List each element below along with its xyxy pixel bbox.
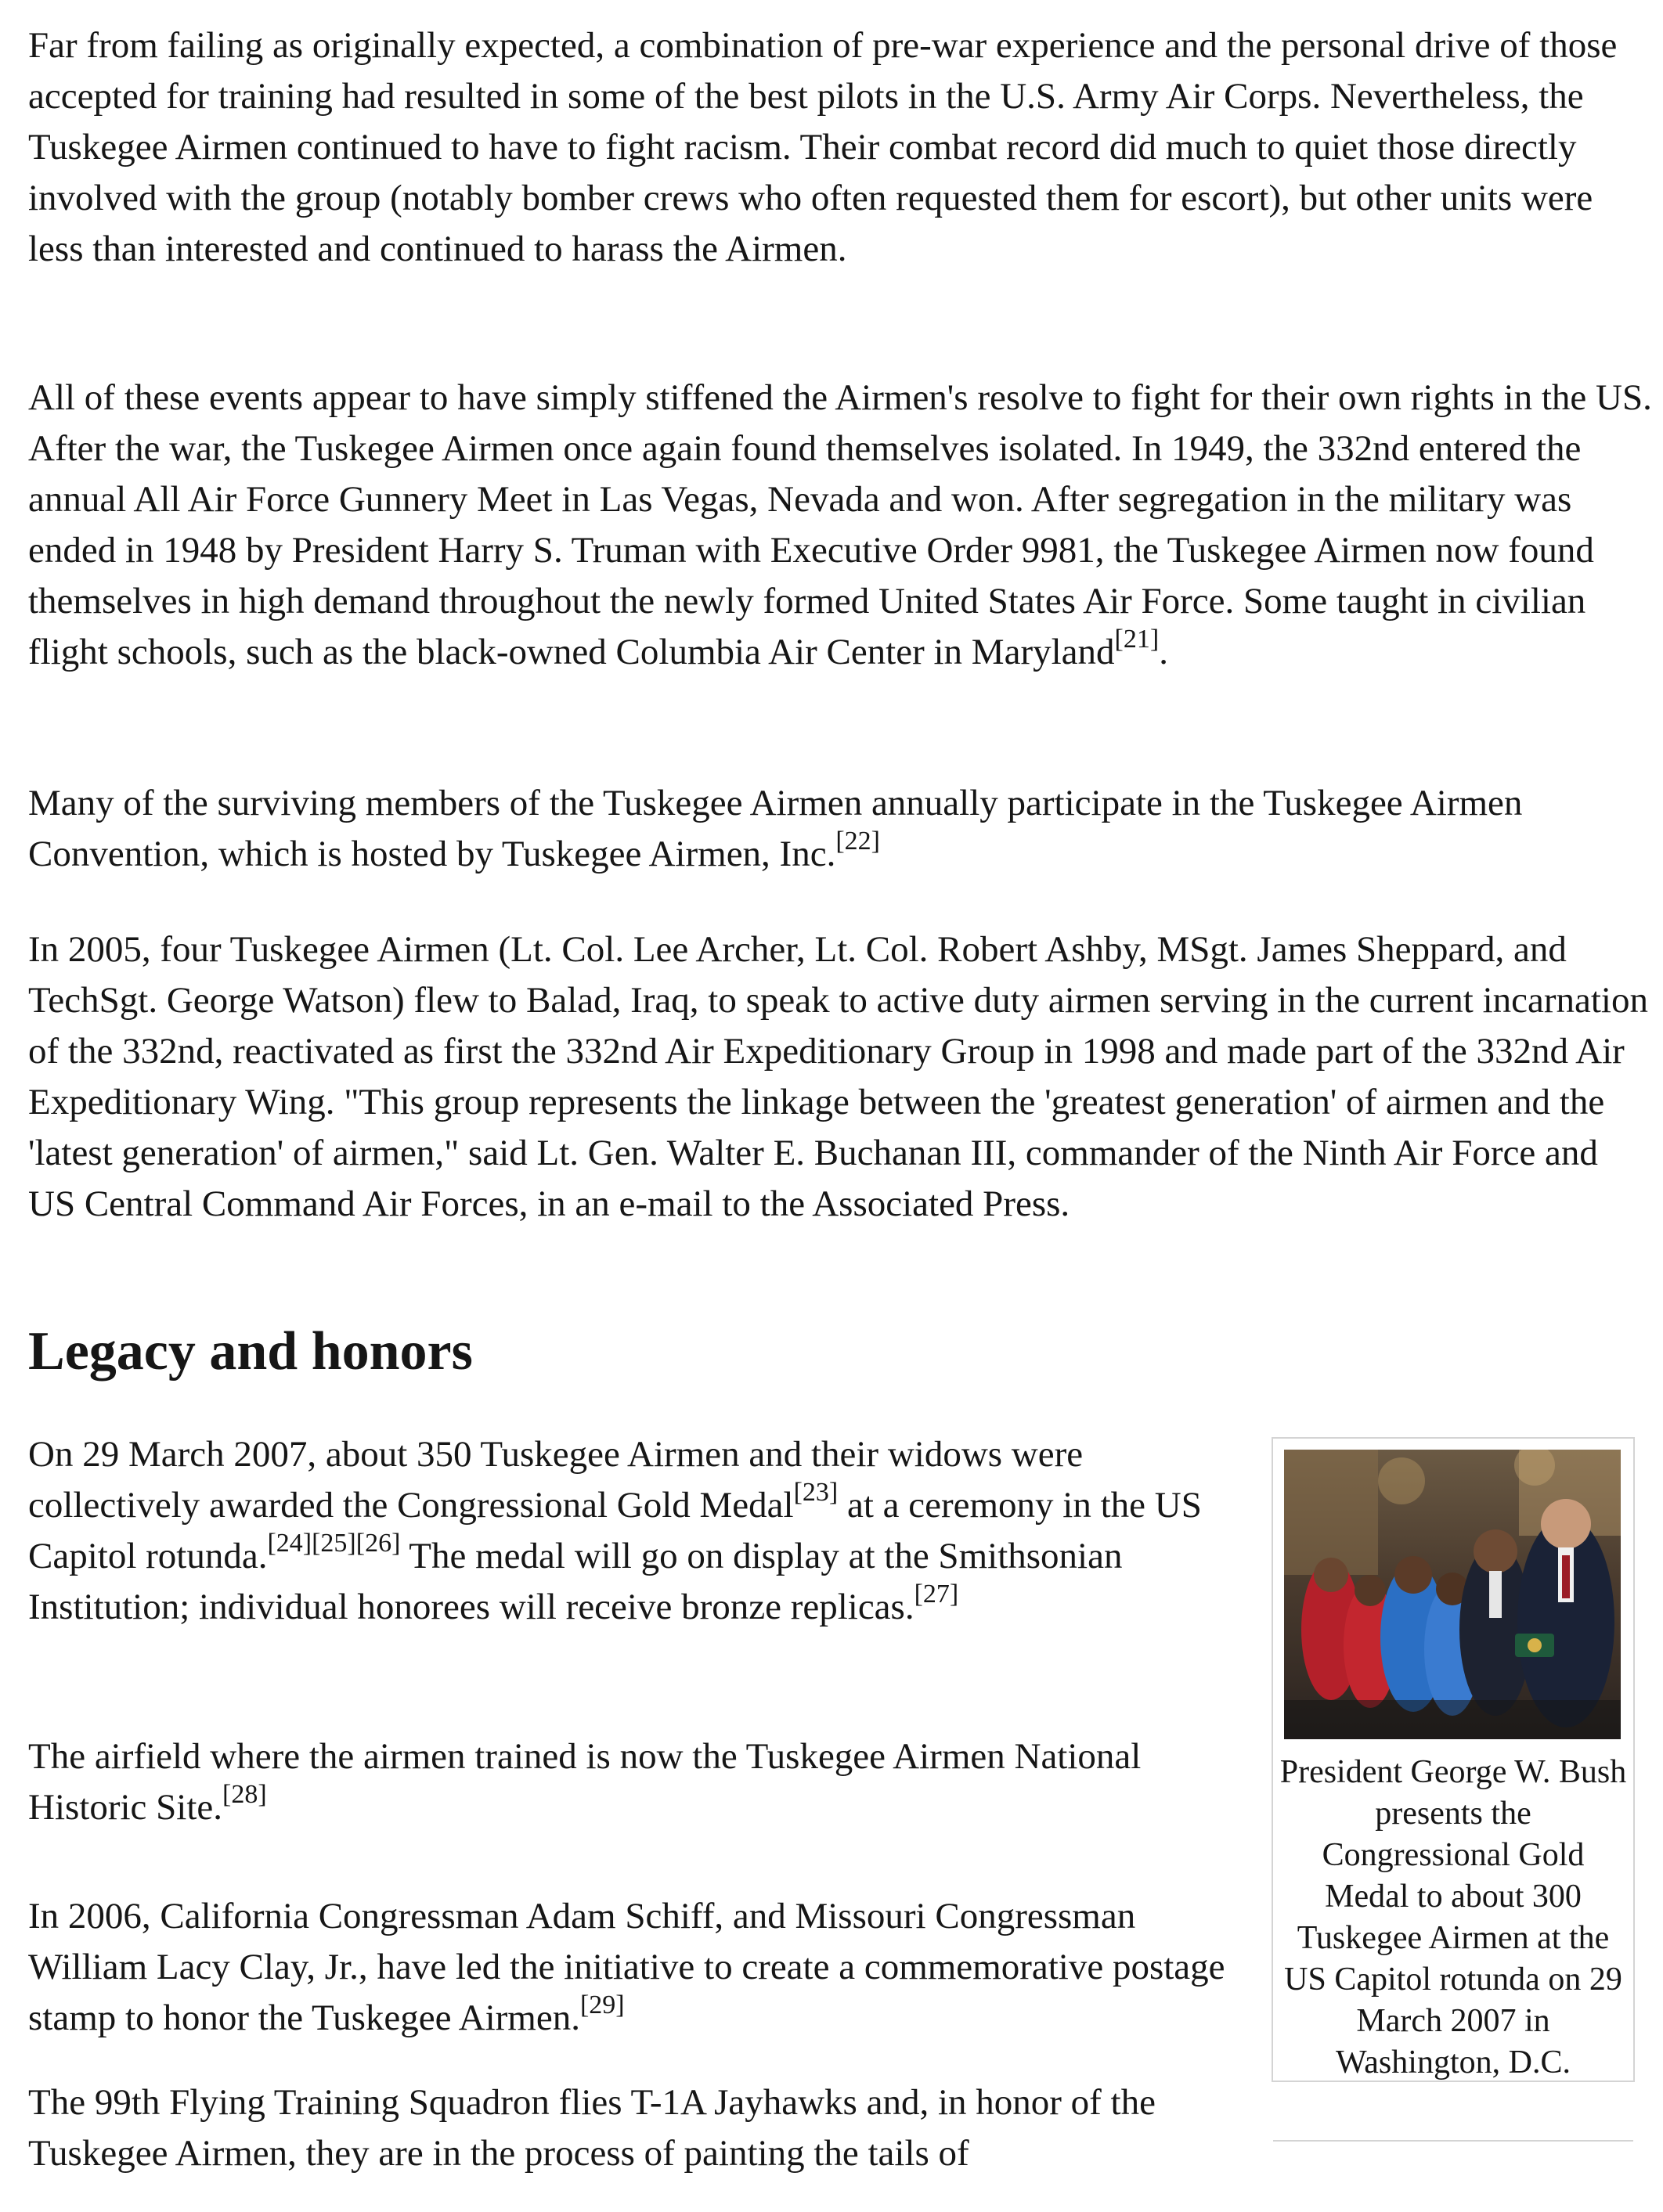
paragraph-after-war bbox=[28, 373, 1654, 678]
paragraph-text: The 99th Flying Training Squadron flies T-1A Jayhawks and, in honor of the Tuskegee Airmen, they are in the process of painting the tails of bbox=[28, 2082, 1156, 2174]
citation-link[interactable]: [21] bbox=[1114, 625, 1160, 654]
paragraph-text: at a ceremony in the US Capitol rotunda. bbox=[28, 1485, 1202, 1576]
figure-thumbnail bbox=[1272, 1437, 1635, 2082]
paragraph-text: The airfield where the airmen trained is now the Tuskegee Airmen National Historic Site. bbox=[28, 1736, 1142, 1828]
paragraph-text: On 29 March 2007, about 350 Tuskegee Airmen and their widows were collectively awarded the Congressional Gold Medal bbox=[28, 1434, 1084, 1526]
citation-link[interactable]: [29] bbox=[579, 1990, 625, 2020]
ceremony-photo[interactable] bbox=[1284, 1450, 1621, 1739]
paragraph-text: All of these events appear to have simply stiffened the Airmen's resolve to fight for their own rights in the US. After the war, the Tuskegee Airmen once again found themselves isolated. In 1949, the 332nd entered the annual All Air Force Gunnery Meet in Las Vegas, Nevada and won. After segregation in the military was ended in 1948 by President Harry S. Truman with Executive Order 9981, the Tuskegee Airmen now found themselves in high demand throughout the newly formed United States Air Force. Some taught in civilian flight schools, such as the black-owned Columbia Air Center in Maryland bbox=[28, 377, 1652, 672]
citation-link[interactable]: [23] bbox=[793, 1478, 839, 1508]
citation-link[interactable]: [24][25][26] bbox=[267, 1529, 401, 1558]
paragraph-historic-site bbox=[28, 1731, 1234, 1833]
paragraph-postage-stamp bbox=[28, 1891, 1234, 2044]
paragraph-text: In 2006, California Congressman Adam Schiff, and Missouri Congressman William Lacy Clay, Jr., have led the initiative to create a commemorative postage stamp to honor the Tuskegee Airmen. bbox=[28, 1896, 1225, 2038]
paragraph-flying-squadron bbox=[28, 2077, 1234, 2179]
paragraph-text: The medal will go on display at the Smithsonian Institution; individual honorees will receive bronze replicas. bbox=[28, 1536, 1123, 1627]
ceremony-photo-image bbox=[1284, 1450, 1621, 1739]
paragraph-text: . bbox=[1159, 632, 1168, 672]
paragraph-convention bbox=[28, 778, 1654, 880]
next-figure-border bbox=[1273, 2140, 1633, 2212]
citation-link[interactable]: [27] bbox=[914, 1580, 959, 1609]
paragraph-text: In 2005, four Tuskegee Airmen (Lt. Col. Lee Archer, Lt. Col. Robert Ashby, MSgt. James Sheppard, and TechSgt. George Watson) flew to Balad, Iraq, to speak to active duty airmen serving in the current incarnation of the 332nd, reactivated as first the 332nd Air Expeditionary Group in 1998 and made part of the 332nd Air Expeditionary Wing. "This group represents the linkage between the 'greatest generation' of airmen and the 'latest generation' of airmen," said Lt. Gen. Walter E. Buchanan III, commander of the Ninth Air Force and US Central Command Air Forces, in an e-mail to the Associated Press. bbox=[28, 929, 1648, 1224]
section-heading: Legacy and honors bbox=[28, 1321, 473, 1382]
figure-caption: President George W. Bush presents the Congressional Gold Medal to about 300 Tuskegee Airmen at the US Capitol rotunda on 29 March 2007 in Washington, D.C. bbox=[1279, 1754, 1627, 2081]
citation-link[interactable]: [22] bbox=[835, 827, 880, 856]
paragraph-balad-iraq bbox=[28, 924, 1654, 1230]
paragraph-combat-record bbox=[28, 20, 1654, 275]
paragraph-gold-medal bbox=[28, 1429, 1234, 1633]
citation-link[interactable]: [28] bbox=[222, 1780, 267, 1810]
paragraph-text: Many of the surviving members of the Tuskegee Airmen annually participate in the Tuskegee Airmen Convention, which is hosted by Tuskegee Airmen, Inc. bbox=[28, 783, 1523, 874]
paragraph-text: Far from failing as originally expected, a combination of pre-war experience and the personal drive of those accepted for training had resulted in some of the best pilots in the U.S. Army Air Corps. Nevertheless, the Tuskegee Airmen continued to have to fight racism. Their combat record did much to quiet those directly involved with the group (notably bomber crews who often requested them for escort), but other units were less than interested and continued to harass the Airmen. bbox=[28, 25, 1618, 269]
